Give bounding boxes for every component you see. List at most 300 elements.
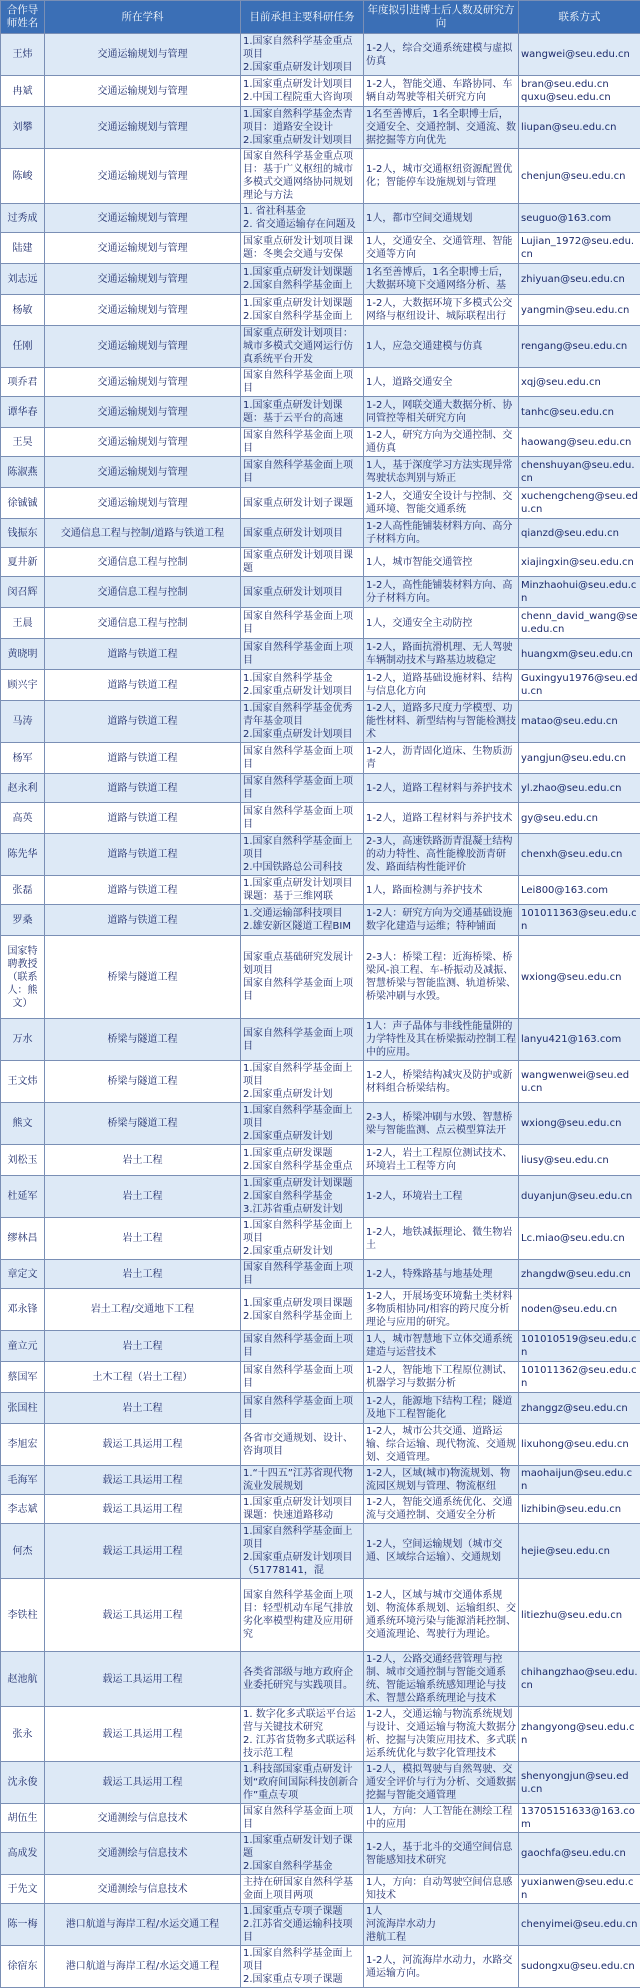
research-task-cell	[241, 1019, 364, 1061]
postdoc-plan-cell-text: 1-2人，地铁减振理论、微生物岩土	[366, 1226, 516, 1252]
postdoc-plan-cell	[364, 803, 519, 834]
contact-email-cell-text[interactable]: litiezhu@seu.edu.cn	[521, 1609, 638, 1622]
subject-cell	[45, 834, 241, 876]
contact-email-cell-text[interactable]: lizhibin@seu.edu.cn	[521, 1503, 638, 1516]
contact-email-cell-text[interactable]: qianzd@seu.edu.cn	[521, 527, 638, 540]
subject-cell-text: 载运工具运用工程	[47, 1609, 238, 1622]
contact-email-cell[interactable]	[519, 428, 640, 457]
contact-email-cell[interactable]	[519, 1524, 640, 1579]
contact-email-cell-text[interactable]: lixuhong@seu.edu.cn	[521, 1438, 638, 1451]
mentor-name-cell-text: 高英	[3, 812, 42, 825]
research-task-cell	[241, 876, 364, 905]
mentor-name-cell	[1, 107, 45, 149]
subject-cell-text: 道路与铁道工程	[47, 752, 238, 765]
contact-email-cell-text[interactable]: liupan@seu.edu.cn	[521, 121, 638, 134]
mentor-name-cell-text: 陆建	[3, 242, 42, 255]
postdoc-plan-cell	[364, 1061, 519, 1103]
mentor-name-cell-text: 顾兴宇	[3, 679, 42, 692]
research-task-cell	[241, 1061, 364, 1103]
research-task-cell	[241, 295, 364, 326]
contact-email-cell[interactable]	[519, 1466, 640, 1495]
postdoc-plan-cell	[364, 701, 519, 743]
contact-email-cell-text[interactable]: wangwei@seu.edu.cn	[521, 48, 638, 61]
research-task-cell	[241, 1833, 364, 1875]
contact-email-cell-text[interactable]: chenxh@seu.edu.cn	[521, 848, 638, 861]
mentor-name-cell-text: 罗桑	[3, 914, 42, 927]
contact-email-cell[interactable]	[519, 233, 640, 264]
postdoc-plan-cell	[364, 1875, 519, 1904]
subject-cell-text: 土木工程（岩土工程）	[47, 1371, 238, 1384]
postdoc-plan-cell	[364, 1707, 519, 1762]
mentor-name-cell-text: 王文炜	[3, 1075, 42, 1088]
contact-email-cell[interactable]	[519, 1833, 640, 1875]
mentor-name-cell-text: 杨军	[3, 752, 42, 765]
contact-email-cell-text[interactable]: duyanjun@seu.edu.cn	[521, 1190, 638, 1203]
contact-email-cell-text[interactable]: yuxianwen@seu.edu.cn	[521, 1876, 638, 1902]
postdoc-plan-cell-text: 1-2人，能源地下结构工程；隧道及地下工程智能化	[366, 1395, 516, 1421]
mentor-name-cell	[1, 428, 45, 457]
postdoc-plan-cell-text: 1人，城市智能交通管控	[366, 556, 516, 569]
contact-email-cell-text[interactable]: yangmin@seu.edu.cn	[521, 304, 638, 317]
postdoc-plan-cell	[364, 519, 519, 548]
subject-cell-text: 交通运输规划与管理	[47, 212, 238, 225]
mentor-name-cell	[1, 905, 45, 936]
postdoc-plan-cell	[364, 1495, 519, 1524]
mentor-name-cell	[1, 1652, 45, 1707]
research-task-cell-text: 国家自然科学基金面上项目	[243, 1395, 361, 1421]
research-task-cell	[241, 1524, 364, 1579]
contact-email-cell[interactable]	[519, 1495, 640, 1524]
contact-email-cell[interactable]	[519, 1176, 640, 1218]
table-row	[1, 1466, 640, 1495]
postdoc-plan-cell-text: 1人：声子晶体与非线性能量阱的力学特性及其在桥梁振动控制工程中的应用。	[366, 1020, 516, 1059]
contact-email-cell[interactable]	[519, 1289, 640, 1331]
subject-cell-text: 桥梁与隧道工程	[47, 971, 238, 984]
mentor-name-cell	[1, 233, 45, 264]
postdoc-plan-cell	[364, 76, 519, 107]
contact-email-cell-text[interactable]: 13705151633@163.com	[521, 1805, 638, 1831]
contact-email-cell[interactable]	[519, 1762, 640, 1804]
contact-email-cell-text[interactable]: shenyongjun@seu.edu.cn	[521, 1770, 638, 1796]
table-row	[1, 803, 640, 834]
subject-cell-text: 港口航道与海岸工程/水运交通工程	[47, 1918, 238, 1931]
subject-cell-text: 道路与铁道工程	[47, 848, 238, 861]
postdoc-plan-cell-text: 1-2人，河流海岸水动力，水路交通运输方向。	[366, 1954, 516, 1980]
research-task-cell-text: 国家自然科学基金面上项目	[243, 641, 361, 667]
research-task-cell	[241, 577, 364, 608]
contact-email-cell[interactable]	[519, 519, 640, 548]
contact-email-cell-text[interactable]: chenshuyan@seu.edu.cn	[521, 459, 638, 485]
contact-email-cell-text[interactable]: tanhc@seu.edu.cn	[521, 406, 638, 419]
mentor-name-cell	[1, 1579, 45, 1652]
research-task-cell	[241, 1424, 364, 1466]
contact-email-cell-text[interactable]: yangjun@seu.edu.cn	[521, 752, 638, 765]
contact-email-cell[interactable]	[519, 1019, 640, 1061]
contact-email-cell[interactable]	[519, 1946, 640, 1988]
contact-email-cell-text[interactable]: zhanggz@seu.edu.cn	[521, 1402, 638, 1415]
mentor-name-cell-text: 赵池航	[3, 1673, 42, 1686]
mentor-name-cell-text: 缪林昌	[3, 1232, 42, 1245]
postdoc-plan-cell-text: 1-2人，基于北斗的交通空间信息智能感知技术研究	[366, 1841, 516, 1867]
mentor-name-cell-text: 王炜	[3, 48, 42, 61]
research-task-cell	[241, 1579, 364, 1652]
postdoc-plan-cell	[364, 743, 519, 774]
contact-email-cell-text[interactable]: chihangzhao@seu.edu.cn	[521, 1666, 638, 1692]
subject-cell-text: 载运工具运用工程	[47, 1474, 238, 1487]
subject-cell	[45, 1019, 241, 1061]
mentor-name-cell-text: 闵召辉	[3, 586, 42, 599]
contact-email-cell[interactable]	[519, 204, 640, 233]
contact-email-cell[interactable]	[519, 834, 640, 876]
contact-email-cell-text[interactable]: 101011363@seu.edu.cn	[521, 907, 638, 933]
subject-cell-text: 桥梁与隧道工程	[47, 1075, 238, 1088]
postdoc-plan-cell	[364, 1904, 519, 1946]
contact-email-cell[interactable]	[519, 1145, 640, 1176]
postdoc-plan-cell-text: 2-3人，桥梁冲刷与水毁、智慧桥梁与智能监测、点云模型算法开	[366, 1111, 516, 1137]
contact-email-cell-text[interactable]: gy@seu.edu.cn	[521, 812, 638, 825]
postdoc-plan-cell-text: 1-2人，智能地下工程原位测试、机器学习与数据分析	[366, 1364, 516, 1390]
mentor-name-cell-text: 熊文	[3, 1117, 42, 1130]
research-task-cell-text: 1.国家自然科学基金面上项目 2.中国铁路总公司科技	[243, 835, 361, 874]
contact-email-cell-text[interactable]: zhangdw@seu.edu.cn	[521, 1268, 638, 1281]
postdoc-plan-cell	[364, 368, 519, 397]
subject-cell	[45, 519, 241, 548]
mentor-name-cell	[1, 1176, 45, 1218]
subject-cell	[45, 76, 241, 107]
table-row	[1, 1579, 640, 1652]
research-task-cell-text: 国家自然科学基金面上项目	[243, 745, 361, 771]
contact-email-cell-text[interactable]: seuguo@163.com	[521, 212, 638, 225]
research-task-cell	[241, 1466, 364, 1495]
subject-cell-text: 岩土工程	[47, 1402, 238, 1415]
research-task-cell-text: 1.国家自然科学基金 2.国家重点研发计划项目	[243, 672, 361, 698]
mentor-name-cell-text: 张永	[3, 1728, 42, 1741]
table-row	[1, 149, 640, 204]
postdoc-plan-cell	[364, 1762, 519, 1804]
table-row	[1, 1833, 640, 1875]
mentor-name-cell-text: 项乔君	[3, 376, 42, 389]
research-task-cell-text: 国家重点研发计划子课题	[243, 497, 361, 510]
contact-email-cell[interactable]	[519, 326, 640, 368]
contact-email-cell-text[interactable]: noden@seu.edu.cn	[521, 1303, 638, 1316]
subject-cell-text: 交通信息工程与控制	[47, 617, 238, 630]
mentor-name-cell-text: 陈淑燕	[3, 466, 42, 479]
research-task-cell	[241, 34, 364, 76]
research-task-cell-text: 1.国家自然科学基金面上项目 2.国家重点研发计划	[243, 1104, 361, 1143]
research-task-cell-text: 1.国家重点研发计划项目 2.中国工程院重大咨询项	[243, 78, 361, 104]
subject-cell	[45, 1145, 241, 1176]
contact-email-cell-text[interactable]: bran@seu.edu.cn quxu@seu.edu.cn	[521, 78, 638, 104]
contact-email-cell-text[interactable]: lanyu421@163.com	[521, 1033, 638, 1046]
contact-email-cell-text[interactable]: Minzhaohui@seu.edu.cn	[521, 579, 638, 605]
mentor-name-cell-text: 杜延军	[3, 1190, 42, 1203]
research-task-cell	[241, 1331, 364, 1362]
subject-cell-text: 道路与铁道工程	[47, 914, 238, 927]
contact-email-cell[interactable]	[519, 1393, 640, 1424]
contact-email-cell-text[interactable]: 101011362@seu.edu.cn	[521, 1364, 638, 1390]
subject-cell	[45, 639, 241, 670]
contact-email-cell-text[interactable]: xiajingxin@seu.edu.cn	[521, 556, 638, 569]
subject-cell-text: 桥梁与隧道工程	[47, 1033, 238, 1046]
postdoc-plan-cell-text: 2-3人：桥梁工程：近海桥梁、桥梁风-浪工程、车-桥振动及减振、智慧桥梁与智能监测、轨道桥梁、桥梁冲刷与水毁。	[366, 951, 516, 1003]
contact-email-cell-text[interactable]: liusy@seu.edu.cn	[521, 1154, 638, 1167]
contact-email-cell-text[interactable]: chenyimei@seu.edu.cn	[521, 1918, 638, 1931]
postdoc-plan-cell-text: 1人，城市智慧地下立体交通系统建造与运营技术	[366, 1333, 516, 1359]
postdoc-plan-cell	[364, 1524, 519, 1579]
postdoc-plan-cell-text: 1-2人，空间运输规划（城市交通、区域综合运输）、交通规划	[366, 1538, 516, 1564]
mentor-name-cell	[1, 1393, 45, 1424]
postdoc-plan-cell	[364, 1579, 519, 1652]
contact-email-cell[interactable]	[519, 670, 640, 701]
postdoc-plan-cell-text: 1-2人，特殊路基与地基处理	[366, 1268, 516, 1281]
subject-cell	[45, 936, 241, 1019]
contact-email-cell[interactable]	[519, 639, 640, 670]
contact-email-cell-text[interactable]: 101010519@seu.edu.cn	[521, 1333, 638, 1359]
mentor-name-cell-text: 胡伍生	[3, 1812, 42, 1825]
table-row	[1, 905, 640, 936]
contact-email-cell[interactable]	[519, 1260, 640, 1289]
contact-email-cell[interactable]	[519, 1218, 640, 1260]
research-task-cell-text: 国家重点研发计划项目	[243, 527, 361, 540]
mentor-name-cell	[1, 34, 45, 76]
subject-cell	[45, 1804, 241, 1833]
mentor-name-cell	[1, 701, 45, 743]
contact-email-cell-text[interactable]: maohaijun@seu.edu.cn	[521, 1467, 638, 1493]
contact-email-cell[interactable]	[519, 608, 640, 639]
contact-email-cell-text[interactable]: zhiyuan@seu.edu.cn	[521, 273, 638, 286]
contact-email-cell[interactable]	[519, 1652, 640, 1707]
postdoc-plan-cell-text: 1-2人，大数据环境下多模式公交网络与枢纽设计、城际联程出行	[366, 297, 516, 323]
header-row	[1, 1, 640, 34]
contact-email-cell[interactable]	[519, 1707, 640, 1762]
contact-email-cell[interactable]	[519, 701, 640, 743]
research-task-cell-text: 1.国家自然科学基金面上项目 2.国家重点研发计划	[243, 1219, 361, 1258]
table-row	[1, 1804, 640, 1833]
subject-cell-text: 岩土工程	[47, 1232, 238, 1245]
research-task-cell	[241, 1103, 364, 1145]
contact-email-cell-text[interactable]: matao@seu.edu.cn	[521, 715, 638, 728]
contact-email-cell-text[interactable]: wxiong@seu.edu.cn	[521, 1117, 638, 1130]
contact-email-cell[interactable]	[519, 1875, 640, 1904]
contact-email-cell-text[interactable]: Guxingyu1976@seu.edu.cn	[521, 672, 638, 698]
research-task-cell	[241, 76, 364, 107]
table-row	[1, 1260, 640, 1289]
table-row	[1, 876, 640, 905]
postdoc-plan-cell	[364, 548, 519, 577]
contact-email-cell[interactable]	[519, 936, 640, 1019]
contact-email-cell-text[interactable]: wangwenwei@seu.edu.cn	[521, 1069, 638, 1095]
subject-cell-text: 桥梁与隧道工程	[47, 1117, 238, 1130]
contact-email-cell-text[interactable]: rengang@seu.edu.cn	[521, 340, 638, 353]
table-row	[1, 1289, 640, 1331]
research-task-cell	[241, 1145, 364, 1176]
mentor-name-cell-text: 章定文	[3, 1268, 42, 1281]
mentor-name-cell	[1, 743, 45, 774]
contact-email-cell[interactable]	[519, 1579, 640, 1652]
research-task-cell-text: 国家自然科学基金面上项目	[243, 1333, 361, 1359]
contact-email-cell[interactable]	[519, 488, 640, 519]
research-task-cell	[241, 1176, 364, 1218]
postdoc-plan-cell-text: 1-2人，区域与城市交通体系规划、物流体系规划、运输组织、交通系统环境污染与能源消耗控制、交通流理论、驾驶行为理论。	[366, 1589, 516, 1641]
research-task-cell	[241, 204, 364, 233]
research-task-cell	[241, 428, 364, 457]
subject-cell	[45, 1495, 241, 1524]
postdoc-plan-cell	[364, 1424, 519, 1466]
postdoc-plan-cell	[364, 639, 519, 670]
subject-cell-text: 交通运输规划与管理	[47, 436, 238, 449]
mentor-name-cell	[1, 1946, 45, 1988]
subject-cell	[45, 1393, 241, 1424]
header-contact: 联系方式	[519, 1, 640, 34]
subject-cell	[45, 548, 241, 577]
subject-cell-text: 交通运输规划与管理	[47, 121, 238, 134]
subject-cell	[45, 457, 241, 488]
subject-cell	[45, 1524, 241, 1579]
contact-email-cell-text[interactable]: xqj@seu.edu.cn	[521, 376, 638, 389]
contact-email-cell[interactable]	[519, 1103, 640, 1145]
table-row	[1, 1707, 640, 1762]
mentor-name-cell	[1, 803, 45, 834]
contact-email-cell-text[interactable]: Lc.miao@seu.edu.cn	[521, 1232, 638, 1245]
postdoc-plan-cell-text: 1-2人，开展场变环境黏土类材料多物质相协同/相容的跨尺度分析理论与应用的研究。	[366, 1290, 516, 1329]
contact-email-cell[interactable]	[519, 548, 640, 577]
contact-email-cell-text[interactable]: wxiong@seu.edu.cn	[521, 971, 638, 984]
mentor-name-cell	[1, 774, 45, 803]
table-row	[1, 1424, 640, 1466]
contact-email-cell-text[interactable]: Lei800@163.com	[521, 884, 638, 897]
table-row	[1, 1176, 640, 1218]
contact-email-cell[interactable]	[519, 34, 640, 76]
table-row	[1, 295, 640, 326]
postdoc-plan-cell-text: 1-2人，道路工程材料与养护技术	[366, 812, 516, 825]
subject-cell-text: 载运工具运用工程	[47, 1776, 238, 1789]
subject-cell-text: 交通测绘与信息技术	[47, 1812, 238, 1825]
mentor-name-cell-text: 陈一梅	[3, 1918, 42, 1931]
contact-email-cell-text[interactable]: huangxm@seu.edu.cn	[521, 648, 638, 661]
postdoc-plan-cell	[364, 1176, 519, 1218]
research-task-cell	[241, 1707, 364, 1762]
contact-email-cell-text[interactable]: hejie@seu.edu.cn	[521, 1545, 638, 1558]
mentor-name-cell	[1, 548, 45, 577]
research-task-cell	[241, 488, 364, 519]
table-row	[1, 34, 640, 76]
contact-email-cell[interactable]	[519, 149, 640, 204]
research-task-cell	[241, 670, 364, 701]
mentor-name-cell	[1, 670, 45, 701]
research-task-cell	[241, 1495, 364, 1524]
research-task-cell	[241, 905, 364, 936]
contact-email-cell-text[interactable]: zhangyong@seu.edu.cn	[521, 1721, 638, 1747]
research-task-cell-text: 国家自然科学基金面上项目：轻型机动车尾气排放劣化率模型构建及应用研究	[243, 1589, 361, 1641]
mentor-name-cell	[1, 397, 45, 428]
subject-cell	[45, 743, 241, 774]
contact-email-cell[interactable]	[519, 1061, 640, 1103]
subject-cell-text: 交通运输规划与管理	[47, 406, 238, 419]
postdoc-plan-cell	[364, 295, 519, 326]
subject-cell	[45, 149, 241, 204]
contact-email-cell[interactable]	[519, 107, 640, 149]
contact-email-cell[interactable]	[519, 743, 640, 774]
table-row	[1, 1762, 640, 1804]
contact-email-cell[interactable]	[519, 76, 640, 107]
contact-email-cell[interactable]	[519, 577, 640, 608]
subject-cell-text: 道路与铁道工程	[47, 715, 238, 728]
contact-email-cell[interactable]	[519, 397, 640, 428]
postdoc-plan-cell-text: 1人，都市空间交通规划	[366, 212, 516, 225]
contact-email-cell[interactable]	[519, 264, 640, 295]
research-task-cell-text: 1.国家重点研发计划课题 2.国家自然科学基金面上	[243, 266, 361, 292]
mentor-name-cell-text: 冉斌	[3, 85, 42, 98]
mentor-name-cell	[1, 1875, 45, 1904]
table-row	[1, 1875, 640, 1904]
contact-email-cell[interactable]	[519, 1804, 640, 1833]
research-task-cell-text: 1.国家重点研发项目课题 2.国家自然科学基金面上	[243, 1297, 361, 1323]
contact-email-cell[interactable]	[519, 905, 640, 936]
contact-email-cell[interactable]	[519, 1331, 640, 1362]
postdoc-plan-cell-text: 1-2人，桥梁结构减灾及防护或新材料组合桥梁结构。	[366, 1069, 516, 1095]
contact-email-cell[interactable]	[519, 295, 640, 326]
research-task-cell	[241, 457, 364, 488]
postdoc-plan-cell-text: 1名至善博后，1名全职博士后，大数据环境下交通网络分析、基	[366, 266, 516, 292]
contact-email-cell[interactable]	[519, 1362, 640, 1393]
postdoc-plan-cell	[364, 577, 519, 608]
contact-email-cell-text[interactable]: gaochfa@seu.edu.cn	[521, 1847, 638, 1860]
contact-email-cell-text[interactable]: chenjun@seu.edu.cn	[521, 170, 638, 183]
mentor-name-cell-text: 徐宿东	[3, 1960, 42, 1973]
research-task-cell	[241, 397, 364, 428]
postdoc-plan-cell-text: 1人，应急交通建模与仿真	[366, 340, 516, 353]
contact-email-cell[interactable]	[519, 774, 640, 803]
contact-email-cell-text[interactable]: chenn_david_wang@seu.edu.cn	[521, 610, 638, 636]
contact-email-cell[interactable]	[519, 876, 640, 905]
postdoc-plan-cell-text: 1-2人，综合交通系统建模与虚拟仿真	[366, 42, 516, 68]
contact-email-cell[interactable]	[519, 1904, 640, 1946]
postdoc-plan-cell	[364, 204, 519, 233]
postdoc-plan-cell-text: 1-2人，沥青固化道床、生物质沥青	[366, 745, 516, 771]
table-row	[1, 107, 640, 149]
subject-cell-text: 交通信息工程与控制/道路与铁道工程	[47, 527, 238, 540]
subject-cell-text: 交通运输规划与管理	[47, 376, 238, 389]
research-task-cell-text: 国家自然科学基金重点项目：基于广义枢纽的城市多模式交通网络协同规划理论与方法	[243, 150, 361, 202]
mentor-name-cell	[1, 1762, 45, 1804]
contact-email-cell[interactable]	[519, 457, 640, 488]
contact-email-cell-text[interactable]: yl.zhao@seu.edu.cn	[521, 782, 638, 795]
contact-email-cell-text[interactable]: xuchengcheng@seu.edu.cn	[521, 490, 638, 516]
postdoc-plan-cell-text: 1-2人，道路工程材料与养护技术	[366, 782, 516, 795]
table-row	[1, 1019, 640, 1061]
mentor-name-cell-text: 李旭宏	[3, 1438, 42, 1451]
mentor-name-cell-text: 赵永利	[3, 782, 42, 795]
research-task-cell	[241, 803, 364, 834]
contact-email-cell[interactable]	[519, 368, 640, 397]
contact-email-cell[interactable]	[519, 1424, 640, 1466]
research-task-cell-text: 1.国家重点研发计划课题：基于云平台的高速	[243, 399, 361, 425]
contact-email-cell-text[interactable]: haowang@seu.edu.cn	[521, 436, 638, 449]
contact-email-cell-text[interactable]: sudongxu@seu.edu.cn	[521, 1960, 638, 1973]
contact-email-cell-text[interactable]: Lujian_1972@seu.edu.cn	[521, 235, 638, 261]
subject-cell	[45, 608, 241, 639]
mentor-name-cell	[1, 76, 45, 107]
mentor-name-cell	[1, 1904, 45, 1946]
postdoc-plan-cell	[364, 488, 519, 519]
subject-cell	[45, 1833, 241, 1875]
research-task-cell-text: 国家自然科学基金面上项目	[243, 610, 361, 636]
mentor-name-cell-text: 王晨	[3, 617, 42, 630]
postdoc-plan-cell-text: 1-2人，城市公共交通、道路运输、综合运输、现代物流、交通规划、交通管理。	[366, 1425, 516, 1464]
research-task-cell	[241, 1260, 364, 1289]
contact-email-cell[interactable]	[519, 803, 640, 834]
research-task-cell-text: 1.国家重点研发计划项目课题：快速道路移动	[243, 1496, 361, 1522]
